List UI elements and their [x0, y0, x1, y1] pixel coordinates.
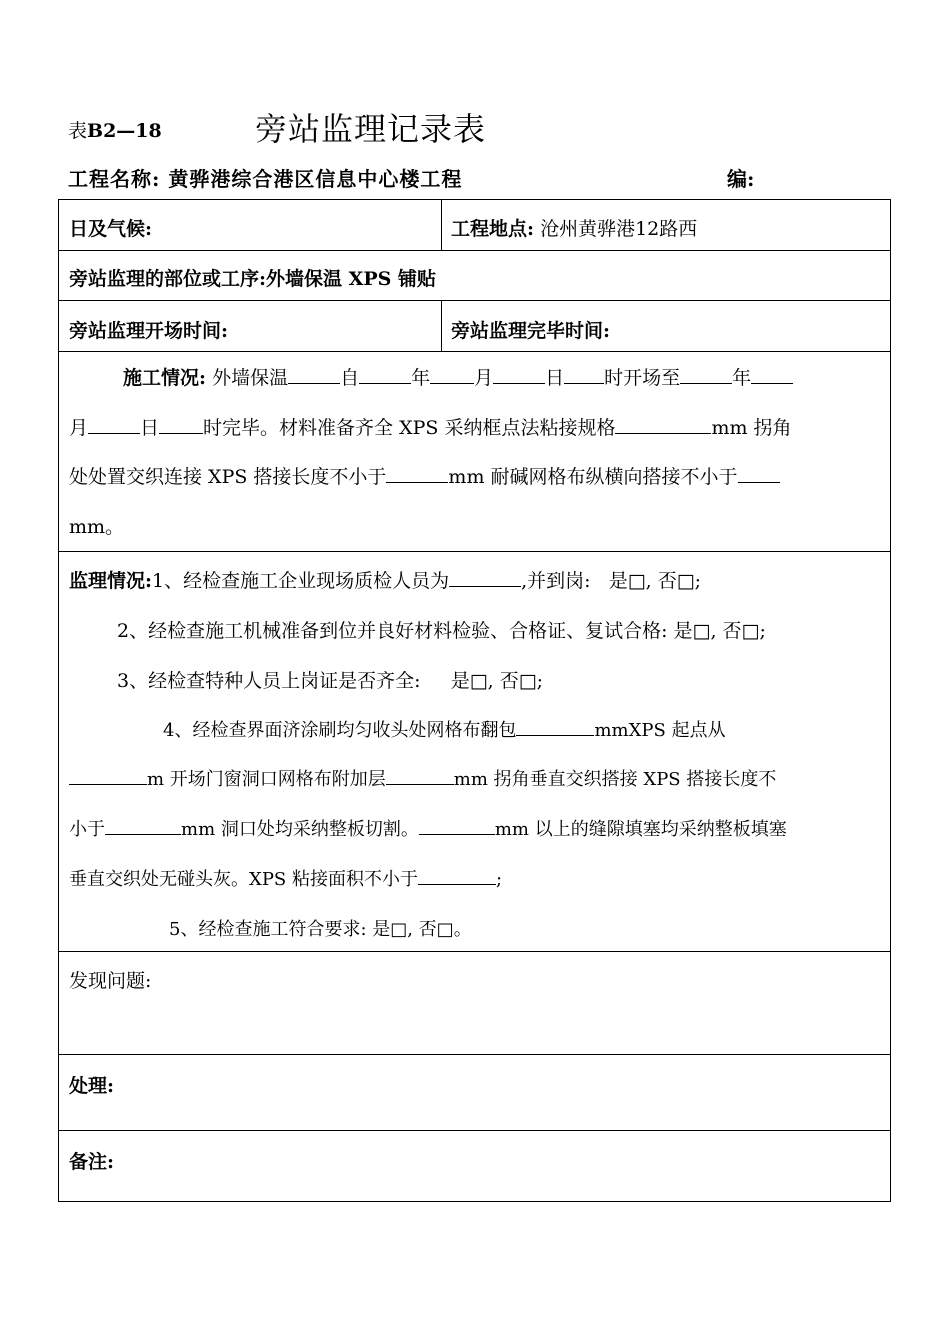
end-time-label: 旁站监理完毕时间:: [451, 320, 611, 342]
blank-field[interactable]: [419, 816, 495, 835]
supervision-text: 小于: [69, 819, 105, 840]
blank-field[interactable]: [430, 365, 474, 384]
blank-field[interactable]: [418, 866, 496, 885]
row-handling[interactable]: [59, 1055, 890, 1131]
construction-text: 年: [732, 367, 752, 389]
construction-text: 日: [140, 416, 160, 439]
row-weather-location: [59, 200, 890, 251]
blank-field[interactable]: [288, 365, 340, 384]
supervision-text: mm 洞口处均采纳整板切割。: [181, 819, 419, 840]
position-label: 旁站监理的部位或工序:: [69, 268, 267, 290]
blank-field[interactable]: [386, 766, 454, 785]
blank-field[interactable]: [564, 365, 604, 384]
remarks-label: 备注:: [69, 1151, 115, 1173]
location-field: [451, 214, 697, 241]
record-form: [58, 199, 891, 1202]
row-times: [59, 301, 890, 352]
blank-field[interactable]: [751, 365, 793, 384]
construction-paragraph: [69, 354, 880, 552]
problems-label: 发现问题:: [69, 970, 152, 992]
construction-text: 时完毕。材料准备齐全 XPS 采纳框点法粘接规格: [203, 416, 616, 439]
supervision-text: 4、经检查界面济涂刷均匀收头处网格布翻包: [163, 720, 517, 741]
form-code-prefix: 表: [68, 120, 88, 142]
number-label: 编:: [727, 167, 755, 191]
blank-field[interactable]: [69, 766, 147, 785]
construction-text: mm 耐碱网格布纵横向搭接不小于: [448, 466, 738, 488]
construction-text: 外墙保温: [212, 367, 289, 389]
blank-field[interactable]: [88, 415, 140, 434]
supervision-item-4-line-2: [69, 765, 776, 791]
construction-text: 时开场至: [604, 367, 681, 389]
blank-field[interactable]: [359, 365, 411, 384]
handling-label: 处理:: [69, 1075, 115, 1097]
supervision-text: mm 拐角垂直交织搭接 XPS 搭接长度不: [453, 769, 777, 790]
construction-text: 处处置交织连接 XPS 搭接长度不小于: [69, 466, 387, 488]
checkbox-yes-no[interactable]: 是□, 否□;: [450, 670, 544, 692]
blank-field[interactable]: [680, 365, 732, 384]
page-title: 旁站监理记录表: [255, 110, 487, 148]
location-label: 工程地点:: [451, 218, 535, 240]
supervision-item-1: [69, 566, 701, 593]
construction-text: mm 拐角: [711, 416, 792, 439]
construction-text: 年: [411, 367, 431, 389]
supervision-item-2: 2、经检查施工机械准备到位并良好材料检验、合格证、复试合格: 是□, 否□;: [117, 620, 766, 642]
supervision-item-5: 5、经检查施工符合要求: 是□, 否□。: [169, 919, 472, 940]
construction-text: 自: [340, 367, 360, 389]
supervision-item-4-line-1: [163, 716, 726, 742]
checkbox-yes-no[interactable]: 是□, 否□;: [608, 570, 702, 592]
position-field: [69, 264, 436, 291]
row-position: [59, 251, 890, 301]
construction-label: 施工情况:: [123, 367, 207, 389]
supervision-item-3: [117, 666, 543, 693]
supervision-text: ;: [495, 869, 503, 890]
divider: [441, 200, 442, 250]
form-code: [68, 116, 162, 143]
row-problems[interactable]: [59, 952, 890, 1055]
supervision-text: ,并到岗:: [521, 570, 591, 592]
supervision-text: 1、经检查施工企业现场质检人员为: [152, 570, 450, 592]
project-name-line: [68, 163, 462, 192]
blank-field[interactable]: [493, 365, 545, 384]
construction-text: 月: [69, 416, 89, 439]
supervision-text: m 开场门窗洞口网格布附加层: [147, 769, 386, 790]
construction-text: mm。: [69, 515, 125, 538]
blank-field[interactable]: [105, 816, 181, 835]
blank-field[interactable]: [738, 464, 780, 483]
supervision-item-4-line-4: [69, 865, 502, 891]
blank-field[interactable]: [516, 717, 594, 736]
blank-field[interactable]: [449, 568, 521, 587]
supervision-item-4-line-3: [69, 815, 787, 841]
supervision-label: 监理情况:: [69, 570, 153, 592]
weather-label: 日及气候:: [69, 218, 153, 240]
form-code-number: B2—18: [87, 120, 162, 142]
supervision-text: 垂直交织处无碰头灰。XPS 粘接面积不小于: [69, 869, 418, 890]
supervision-text: 3、经检查特种人员上岗证是否齐全:: [117, 670, 421, 692]
start-time-label: 旁站监理开场时间:: [69, 320, 229, 342]
position-value: 外墙保温 XPS 铺贴: [266, 268, 436, 290]
project-name: 黄骅港综合港区信息中心楼工程: [168, 167, 463, 191]
blank-field[interactable]: [159, 415, 203, 434]
construction-text: 月: [474, 367, 494, 389]
blank-field[interactable]: [386, 464, 448, 483]
supervision-text: mmXPS 起点从: [594, 720, 726, 741]
row-remarks[interactable]: [59, 1131, 890, 1201]
divider: [441, 301, 442, 351]
construction-text: 日: [545, 367, 565, 389]
row-construction: [59, 352, 890, 552]
location-value: 沧州黄骅港12路西: [540, 218, 698, 240]
project-label: 工程名称:: [68, 167, 161, 191]
supervision-text: mm 以上的缝隙填塞均采纳整板填塞: [494, 819, 787, 840]
row-supervision: [59, 552, 890, 952]
blank-field[interactable]: [615, 415, 711, 434]
